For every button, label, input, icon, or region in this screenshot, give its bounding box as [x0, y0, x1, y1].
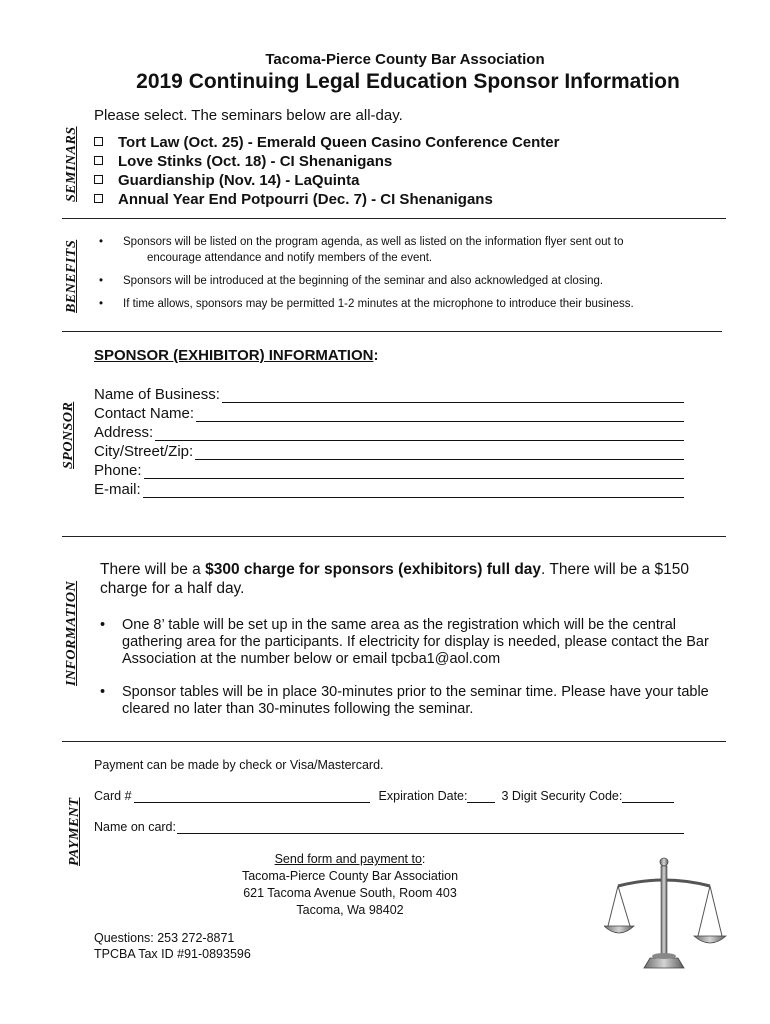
information-item: • Sponsor tables will be in place 30-minutes prior to the seminar time. Please have your table cleared no later than 30-minutes following the seminar. — [100, 684, 725, 718]
contact-info — [94, 930, 251, 962]
phone-field[interactable]: Phone: — [94, 460, 684, 479]
expiration-line[interactable] — [467, 790, 495, 803]
seminar-option[interactable] — [94, 190, 559, 209]
seminar-option[interactable] — [94, 152, 559, 171]
information-item: • One 8’ table will be set up in the same area as the registration which will be the central gathering area for the participants. If electricity for display is needed, please contact the Bar Association at the number below or email tpcba1@aol.com — [100, 617, 725, 668]
seminar-list — [94, 133, 559, 209]
checkbox-icon[interactable] — [94, 194, 103, 203]
email-field[interactable]: E-mail: — [94, 479, 684, 498]
checkbox-icon[interactable] — [94, 156, 103, 165]
card-row: Card # Expiration Date: 3 Digit Security Code: — [94, 789, 674, 803]
city-street-zip-line[interactable] — [195, 446, 684, 460]
phone-line[interactable] — [144, 465, 684, 479]
address-field[interactable]: Address: — [94, 422, 684, 441]
address-line[interactable] — [155, 427, 684, 441]
charge-paragraph: There will be a $300 charge for sponsors (exhibitors) full day. There will be a $150 charge for a half day. — [100, 561, 689, 597]
section-divider — [62, 218, 726, 219]
benefits-list — [94, 234, 694, 319]
contact-name-field[interactable]: Contact Name: — [94, 403, 684, 422]
name-on-card-line[interactable] — [177, 821, 684, 834]
contact-name-line[interactable] — [196, 408, 684, 422]
seminars-intro: Please select. The seminars below are all-day. — [94, 107, 403, 124]
information-list — [100, 617, 725, 734]
seminar-option[interactable] — [94, 171, 559, 190]
benefit-item: • Sponsors will be introduced at the beginning of the seminar and also acknowledged at closing. — [94, 273, 694, 289]
sponsor-heading: SPONSOR (EXHIBITOR) INFORMATION: — [94, 347, 379, 364]
business-name-field[interactable]: Name of Business: — [94, 384, 684, 403]
seminar-label: Love Stinks (Oct. 18) - CI Shenanigans — [118, 153, 393, 170]
section-label-information: INFORMATION — [64, 580, 79, 686]
payment-methods: Payment can be made by check or Visa/Mastercard. — [94, 758, 384, 772]
card-number-line[interactable] — [134, 790, 370, 803]
seminar-label: Tort Law (Oct. 25) - Emerald Queen Casino Conference Center — [118, 134, 560, 151]
business-name-line[interactable] — [222, 389, 684, 403]
benefit-item: • If time allows, sponsors may be permitted 1-2 minutes at the microphone to introduce their business. — [94, 296, 694, 312]
email-line[interactable] — [143, 484, 684, 498]
section-divider — [62, 741, 726, 742]
checkbox-icon[interactable] — [94, 175, 103, 184]
section-label-payment: PAYMENT — [67, 797, 82, 866]
tax-id: TPCBA Tax ID #91-0893596 — [94, 947, 251, 961]
checkbox-icon[interactable] — [94, 137, 103, 146]
section-divider — [62, 331, 722, 332]
questions-phone: Questions: 253 272-8871 — [94, 931, 235, 945]
security-code-line[interactable] — [622, 790, 674, 803]
section-label-sponsor: SPONSOR — [61, 401, 76, 469]
section-divider — [62, 536, 726, 537]
city-street-zip-field[interactable]: City/Street/Zip: — [94, 441, 684, 460]
benefit-item: • Sponsors will be listed on the program agenda, as well as listed on the information flyer sent out to encourage attendance and notify members of the event. — [94, 234, 694, 266]
seminar-option[interactable] — [94, 133, 559, 152]
section-label-seminars: SEMINARS — [64, 126, 79, 202]
seminar-label: Guardianship (Nov. 14) - LaQuinta — [118, 172, 360, 189]
organization-name: Tacoma-Pierce County Bar Association — [265, 51, 545, 68]
seminar-label: Annual Year End Potpourri (Dec. 7) - CI Shenanigans — [118, 191, 493, 208]
name-on-card-row: Name on card: — [94, 820, 684, 834]
mailing-address: Send form and payment to: Tacoma-Pierce County Bar Association 621 Tacoma Avenue South, Room 403 Tacoma, Wa 98402 — [241, 852, 459, 917]
scales-of-justice-icon — [604, 856, 728, 974]
page-title: 2019 Continuing Legal Education Sponsor Information — [136, 70, 680, 93]
section-label-benefits: BENEFITS — [64, 239, 79, 313]
